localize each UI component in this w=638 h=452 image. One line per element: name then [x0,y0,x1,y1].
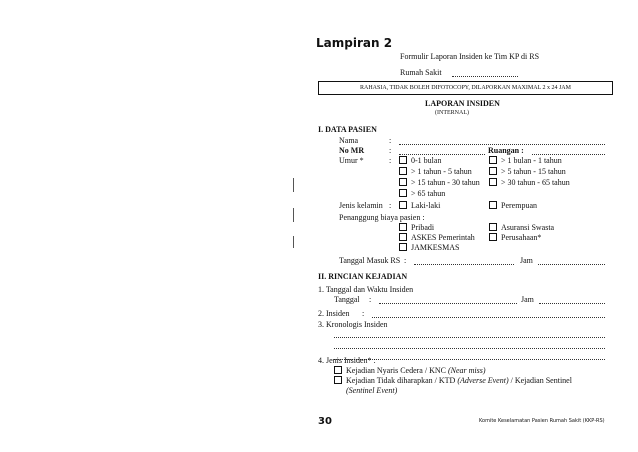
checkbox[interactable] [399,201,407,209]
report-subtitle: (INTERNAL) [435,110,469,116]
penanggung-label: Penanggung biaya pasien : [339,213,425,222]
jenis-option-ktd[interactable]: Kejadian Tidak diharapkan / KTD (Adverse Event) / Kejadian Sentinel [334,376,572,385]
rumah-sakit-label: Rumah Sakit [400,68,442,77]
notice-box [318,81,613,95]
ruangan-field[interactable] [532,154,605,155]
jam-insiden-field[interactable] [539,303,605,304]
checkbox[interactable] [489,156,497,164]
scan-mark [293,208,294,222]
lampiran-title: Lampiran 2 [316,36,393,50]
checkbox[interactable] [399,167,407,175]
section1-heading: I. DATA PASIEN [318,125,377,134]
item4-label: 4. Jenis Insiden* : [318,356,376,365]
colon: : [362,309,365,318]
rumah-sakit-field[interactable] [452,76,518,77]
colon: : [404,256,407,265]
penanggung-option[interactable]: ASKES Pemerintah [399,233,475,242]
jam-masuk-field[interactable] [538,264,605,265]
jenis-option-knc[interactable]: Kejadian Nyaris Cedera / KNC (Near miss) [334,366,486,375]
jam-insiden-label: Jam [521,295,534,304]
section2-heading: II. RINCIAN KEJADIAN [318,272,408,281]
tanggal-masuk-field[interactable] [414,264,514,265]
page-number: 30 [318,416,332,427]
checkbox[interactable] [489,223,497,231]
checkbox[interactable] [399,233,407,241]
umur-option[interactable]: > 30 tahun - 65 tahun [489,178,570,187]
umur-option[interactable]: > 1 tahun - 5 tahun [399,167,472,176]
publisher: Komite Keselamatan Pasien Rumah Sakit (KKP-RS) [479,418,605,424]
checkbox[interactable] [399,178,407,186]
insiden-field[interactable] [372,317,605,318]
jenis-kelamin-label: Jenis kelamin [339,201,383,210]
tanggal-insiden-field[interactable] [379,303,517,304]
umur-label: Umur * [339,156,364,165]
checkbox[interactable] [334,376,342,384]
tanggal-masuk-label: Tanggal Masuk RS [339,256,401,265]
kronologis-line[interactable] [334,348,605,349]
nama-field[interactable] [399,144,605,145]
checkbox[interactable] [489,201,497,209]
scan-mark [293,236,294,248]
nomr-field[interactable] [399,154,485,155]
kronologis-line[interactable] [334,337,605,338]
ruangan-label: Ruangan : [488,146,524,155]
penanggung-option[interactable]: Asuransi Swasta [489,223,554,232]
scan-mark [293,178,294,192]
umur-option[interactable]: > 65 tahun [399,189,445,198]
item1-label: 1. Tanggal dan Waktu Insiden [318,285,414,294]
form-title: Formulir Laporan Insiden ke Tim KP di RS [400,52,540,61]
colon: : [389,146,392,155]
nama-label: Nama [339,136,359,145]
checkbox[interactable] [399,243,407,251]
umur-option[interactable]: 0-1 bulan [399,156,441,165]
checkbox[interactable] [399,223,407,231]
checkbox[interactable] [399,189,407,197]
jam-label: Jam [520,256,533,265]
penanggung-option[interactable]: Perusahaan* [489,233,541,242]
umur-option[interactable]: > 15 tahun - 30 tahun [399,178,480,187]
item3-label: 3. Kronologis Insiden [318,320,388,329]
item2-label: 2. Insiden [318,309,350,318]
colon: : [389,136,392,145]
colon: : [389,201,392,210]
sentinel-note: (Sentinel Event) [346,386,398,395]
gender-laki[interactable]: Laki-laki [399,201,440,210]
checkbox[interactable] [399,156,407,164]
umur-option[interactable]: > 5 tahun - 15 tahun [489,167,566,176]
checkbox[interactable] [489,167,497,175]
tanggal-insiden-label: Tanggal [334,295,360,304]
penanggung-option[interactable]: Pribadi [399,223,434,232]
report-title: LAPORAN INSIDEN [425,99,500,108]
checkbox[interactable] [334,366,342,374]
penanggung-option[interactable]: JAMKESMAS [399,243,459,252]
checkbox[interactable] [489,178,497,186]
gender-perempuan[interactable]: Perempuan [489,201,537,210]
nomr-label: No MR [339,146,365,155]
umur-option[interactable]: > 1 bulan - 1 tahun [489,156,562,165]
checkbox[interactable] [489,233,497,241]
colon: : [389,156,392,165]
colon: : [369,295,372,304]
notice-text: RAHASIA, TIDAK BOLEH DIFOTOCOPY, DILAPORKAN MAXIMAL 2 x 24 JAM [360,85,571,91]
